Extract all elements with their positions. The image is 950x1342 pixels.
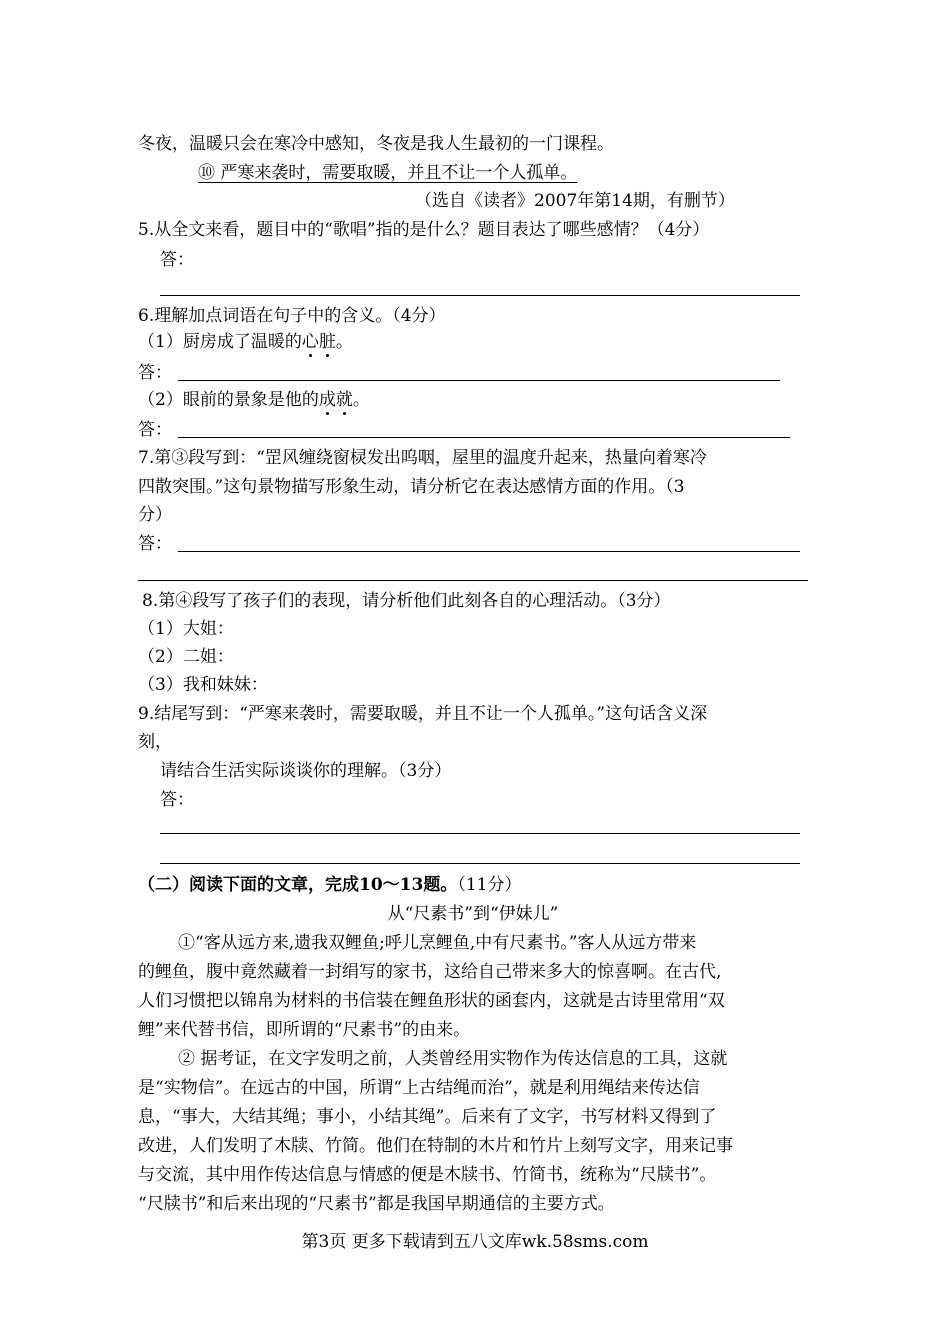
dotted-char: 成 <box>318 390 336 410</box>
paragraph-2-line: 与交流，其中用作传达信息与情感的便是木牍书、竹简书，统称为“尺牍书”。 <box>138 1165 717 1185</box>
answer-line[interactable] <box>178 551 800 552</box>
question-9-line: 请结合生活实际谈谈你的理解。（3分） <box>160 761 452 781</box>
question-7-line: 7.第③段写到：“罡风缠绕窗棂发出呜咽，屋里的温度升起来，热量向着寒冷 <box>138 448 707 468</box>
paragraph-2-line: “尺牍书”和后来出现的“尺素书”都是我国早期通信的主要方式。 <box>138 1194 615 1214</box>
section-heading <box>138 877 521 894</box>
answer-label: 答： <box>160 790 194 810</box>
paragraph-2-line: ② 据考证，在文字发明之前，人类曾经用实物作为传达信息的工具，这就 <box>178 1049 728 1069</box>
answer-line[interactable] <box>178 380 780 381</box>
section-heading-text: （二）阅读下面的文章，完成10～13题。 <box>138 875 458 895</box>
paragraph-1-line: ①“客从远方来,遗我双鲤鱼;呼儿烹鲤鱼,中有尺素书。”客人从远方带来 <box>178 933 697 953</box>
answer-line[interactable] <box>178 437 790 438</box>
dotted-char: 就 <box>335 390 353 410</box>
article-title: 从“尺素书”到“伊妹儿” <box>387 904 559 924</box>
question-8-item-1: （1）大姐： <box>138 619 234 639</box>
sentence-punct: 。 <box>352 390 370 410</box>
answer-label: 答： <box>138 420 172 440</box>
sentence-punct: 。 <box>335 332 353 352</box>
question-6: 6.理解加点词语在句子中的含义。（4分） <box>138 306 446 326</box>
question-8-item-2: （2）二姐： <box>138 647 234 667</box>
question-5: 5.从全文来看，题目中的“歌唱”指的是什么？题目表达了哪些感情？（4分） <box>138 220 710 240</box>
question-7-line: 四散突围。”这句景物描写形象生动，请分析它在表达感情方面的作用。（3 <box>138 477 685 497</box>
answer-label: 答： <box>160 250 194 270</box>
paragraph-10-line: ⑩ 严寒来袭时，需要取暖，并且不让一个人孤单。 <box>198 163 578 183</box>
paragraph-2-line: 是“实物信”。在远古的中国，所谓“上古结绳而治”，就是利用绳结来传达信 <box>138 1078 700 1098</box>
question-6-sentence-1 <box>138 334 353 351</box>
answer-line[interactable] <box>160 833 800 834</box>
answer-line[interactable] <box>160 863 800 864</box>
paragraph-2-line: 息，“事大，大结其绳；事小，小结其绳”。后来有了文字，书写材料又得到了 <box>138 1107 717 1127</box>
question-7-line: 分） <box>138 505 172 525</box>
section-heading-score: （11分） <box>457 875 522 895</box>
answer-line[interactable] <box>160 295 800 296</box>
answer-label: 答： <box>138 534 172 554</box>
dotted-char: 心 <box>301 332 319 352</box>
sentence-text: （2）眼前的景象是他的 <box>138 390 319 410</box>
dotted-char: 脏 <box>318 332 336 352</box>
page-footer: 第3页 更多下载请到五八文库wk.58sms.com <box>301 1232 649 1252</box>
source-citation: （选自《读者》2007年第14期，有删节） <box>415 191 735 211</box>
paragraph-2-line: 改进，人们发明了木牍、竹简。他们在特制的木片和竹片上刻写文字，用来记事 <box>138 1136 733 1156</box>
question-9-line: 9.结尾写到：“严寒来袭时，需要取暖，并且不让一个人孤单。”这句话含义深 <box>138 704 708 724</box>
question-9-line: 刻， <box>138 732 172 752</box>
question-6-sentence-2 <box>138 392 370 409</box>
paragraph-1-line: 的鲤鱼，腹中竟然藏着一封绢写的家书，这给自己带来多大的惊喜啊。在古代, <box>138 962 722 982</box>
question-8-item-3: （3）我和妹妹： <box>138 675 268 695</box>
answer-label: 答： <box>138 363 172 383</box>
question-8: 8.第④段写了孩子们的表现，请分析他们此刻各自的心理活动。（3分） <box>142 591 671 611</box>
paragraph-line: 冬夜，温暖只会在寒冷中感知，冬夜是我人生最初的一门课程。 <box>138 134 614 154</box>
answer-line[interactable] <box>138 580 808 581</box>
paragraph-1-line: 人们习惯把以锦帛为材料的书信装在鲤鱼形状的函套内，这就是古诗里常用“双 <box>138 991 725 1011</box>
sentence-text: （1）厨房成了温暖的 <box>138 332 302 352</box>
paragraph-1-line: 鲤”来代替书信，即所谓的“尺素书”的由来。 <box>138 1020 471 1040</box>
